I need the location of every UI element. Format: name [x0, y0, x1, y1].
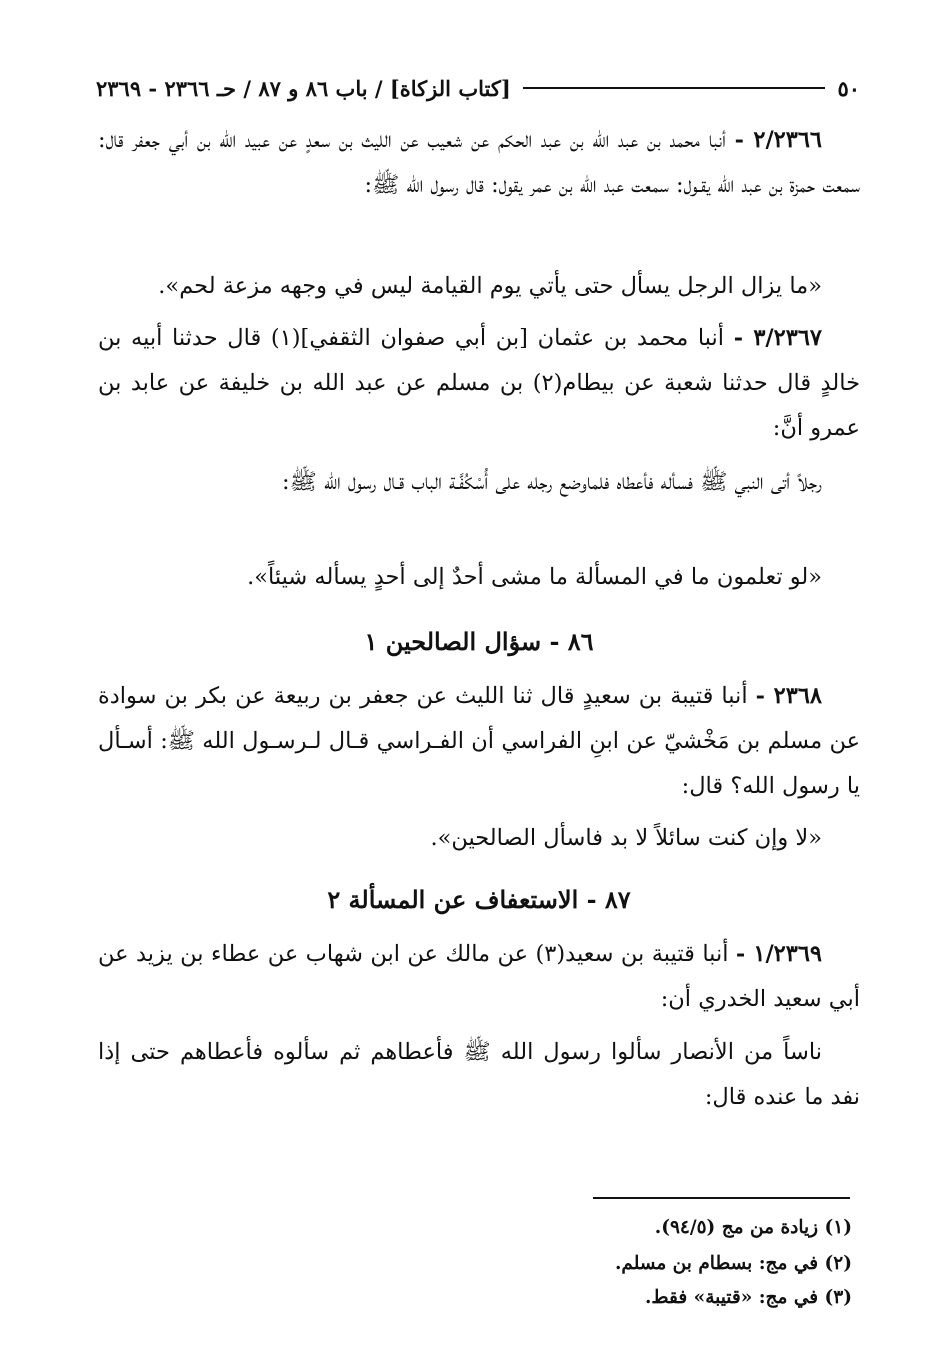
hadith-2367: [98, 316, 860, 451]
header-rule: [523, 87, 826, 89]
hadith-number: ١/٢٣٦٩ -: [735, 941, 823, 967]
hadith-2368: [98, 674, 860, 809]
footnote-rule: [593, 1197, 850, 1199]
chapter-86-title: ٨٦ - سؤال الصالحين ١: [364, 627, 594, 656]
hadith-isnad: أنبا محمد بن عبد الله بن عبد الحكم عن شعيب عن الليث بن سعدٍ عن عبيد الله بن أبي جعفر قال: سمعت حمزة بن عبد الله يقـول: سمعت عبد الله بن عمر يقول: قال رسول الله ﷺ:: [98, 127, 860, 198]
hadith-number: ٢/٢٣٦٦ -: [734, 127, 823, 153]
hadith-2369: [98, 932, 860, 1022]
footnote-1: (١) زيادة من مج (٩٤/٥).: [654, 1217, 852, 1238]
hadith-2366-quote: «ما يزال الرجل يسأل حتى يأتي يوم القيامة ليس في وجهه مزعة لحم».: [158, 273, 822, 299]
hadith-2367-narrative: رجلاً أتى النبي ﷺ فسأله فأعطاه فلماوضع رجله على أُسْكُفَّـة الباب قـال رسول الله ﷺ:: [282, 469, 822, 495]
hadith-isnad: أنبا قتيبة بن سعيدٍ قال ثنا الليث عن جعفر بن ربيعة عن بكر بن سوادة عن مسلم بن مَخْشيّ عن ابنِ الفراسي أن الفـراسي قـال لـرسـول الله ﷺ: أسـأل يا رسول الله؟ قال:: [98, 683, 860, 799]
hadith-2366: [98, 118, 860, 208]
hadith-isnad: أنبا قتيبة بن سعيد(٣) عن مالك عن ابن شهاب عن عطاء بن يزيد عن أبي سعيد الخدري أن:: [98, 941, 860, 1012]
running-title: [كتاب الزكاة] / باب ٨٦ و ٨٧ / حـ ٢٣٦٦ - ٢٣٦٩: [96, 75, 511, 101]
footnote-3: (٣) في مج: «قتيبة» فقط.: [644, 1287, 852, 1308]
hadith-number: ٣/٢٣٦٧ -: [733, 325, 822, 351]
hadith-2368-quote: «لا وإن كنت سائلاً لا بد فاسأل الصالحين».: [430, 825, 822, 851]
page-header: [96, 68, 860, 108]
hadith-2369-narrative: ناساً من الأنصار سألوا رسول الله ﷺ فأعطاهم ثم سألوه فأعطاهم حتى إذا نفد ما عنده قال:: [98, 1039, 860, 1110]
chapter-87-title: ٨٧ - الاستعفاف عن المسألة ٢: [327, 885, 631, 914]
hadith-isnad: أنبا محمد بن عثمان [بن أبي صفوان الثقفي](١) قال حدثنا أبيه بن خالدٍ قال حدثنا شعبة عن بيطام(٢) بن مسلم عن عبد الله بن خليفة عن عابد بن عمرو أنَّ:: [98, 325, 860, 441]
footnote-2: (٢) في مج: بسطام بن مسلم.: [614, 1253, 852, 1274]
page-number: ٥٠: [837, 75, 860, 101]
hadith-number: ٢٣٦٨ -: [755, 683, 822, 709]
hadith-2367-quote: «لو تعلمون ما في المسألة ما مشى أحدٌ إلى أحدٍ يسأله شيئاً».: [247, 564, 822, 590]
